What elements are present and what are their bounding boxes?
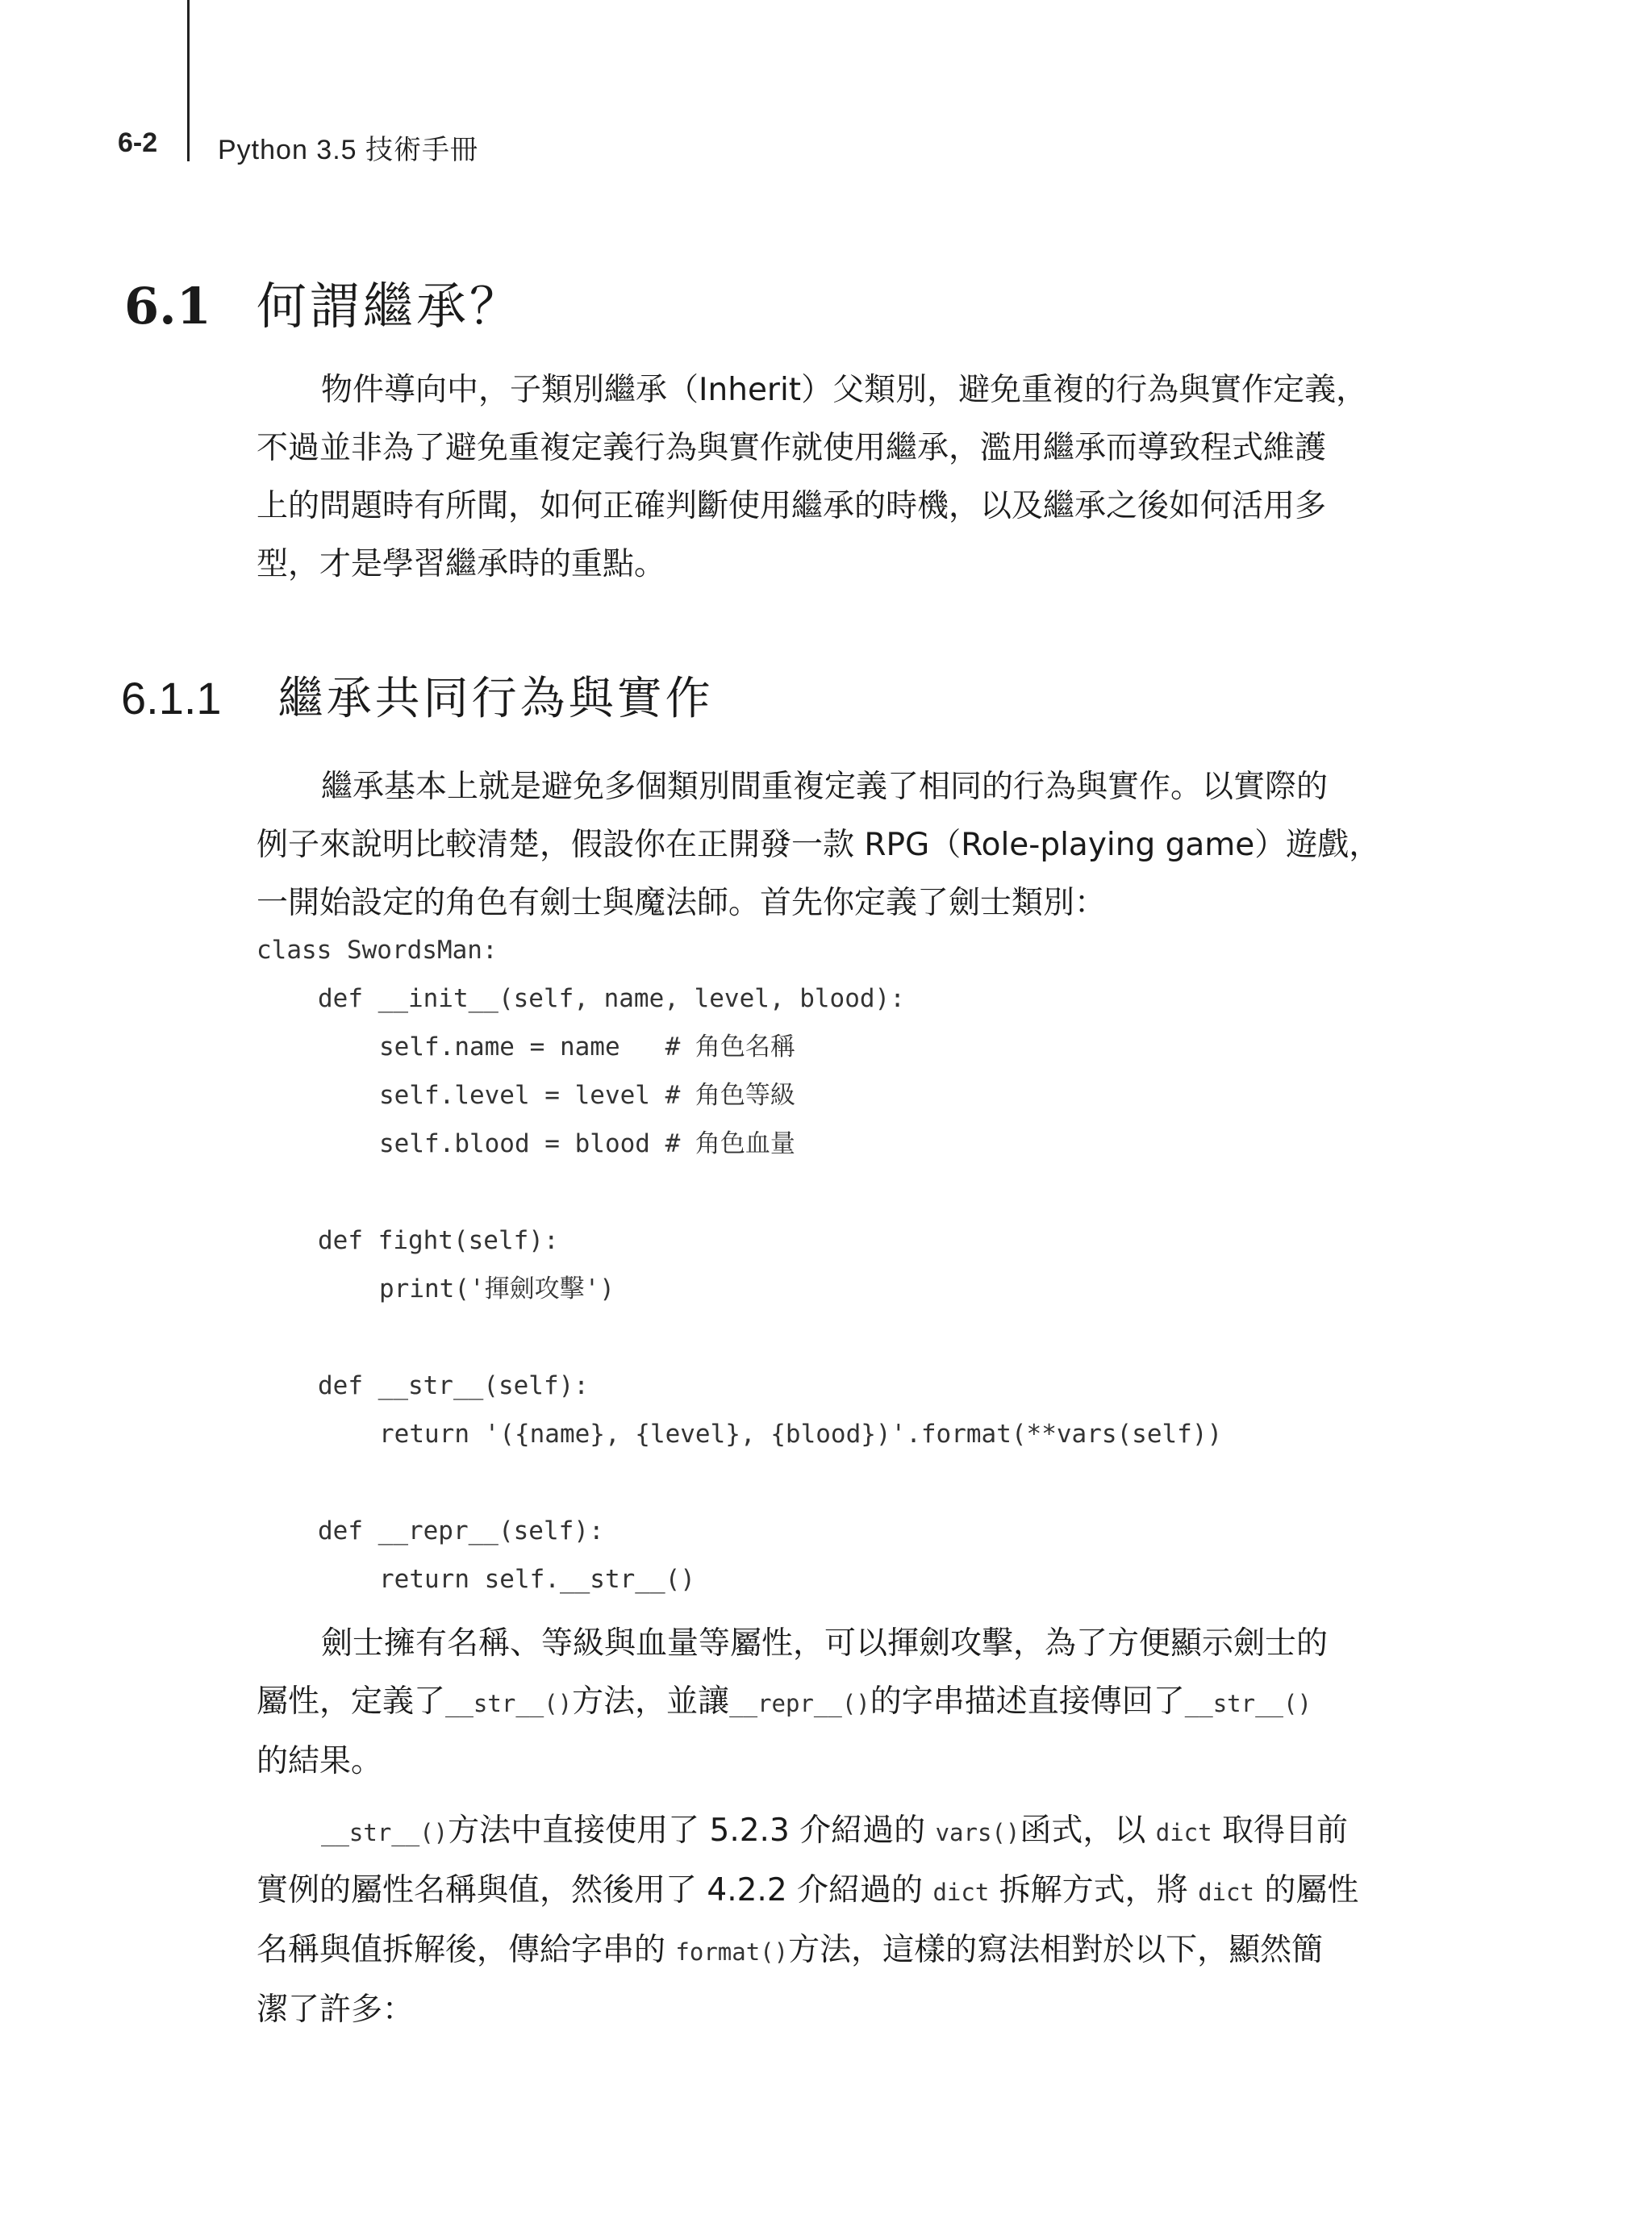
paragraph-line xyxy=(257,1921,1487,1981)
inline-code: __str__() xyxy=(321,1819,448,1846)
inline-code: vars() xyxy=(935,1819,1020,1846)
inline-code: dict xyxy=(1198,1879,1254,1906)
inline-code: __str__() xyxy=(445,1690,573,1717)
text-run: 拆解方式，將 xyxy=(989,1872,1199,1908)
paragraph-line: 上的問題時有所聞，如何正確判斷使用繼承的時機，以及繼承之後如何活用多 xyxy=(257,488,1327,524)
header-divider xyxy=(187,0,190,161)
text-run: 方法，這樣的寫法相對於以下，顯然簡 xyxy=(788,1932,1324,1968)
inline-code: format() xyxy=(675,1938,789,1966)
text-run: 函式，以 xyxy=(1020,1812,1156,1849)
paragraph-line xyxy=(257,1673,1487,1733)
paragraph-line: 不過並非為了避免重複定義行為與實作就使用繼承，濫用繼承而導致程式維護 xyxy=(257,430,1327,466)
paragraph-line: 型，才是學習繼承時的重點。 xyxy=(257,546,666,582)
code-line: self.name = name # 角色名稱 xyxy=(379,1032,795,1062)
code-line: def fight(self): xyxy=(318,1226,559,1255)
paragraph-line: 一開始設定的角色有劍士與魔法師。首先你定義了劍士類別： xyxy=(257,885,1107,921)
text-run: 的字串描述直接傳回了 xyxy=(870,1683,1185,1720)
page-number: 6-2 xyxy=(118,127,158,158)
section-title: 何謂繼承？ xyxy=(256,277,523,336)
code-blank-line xyxy=(257,1168,1222,1216)
book-title: Python 3.5 技術手冊 xyxy=(218,135,479,165)
code-blank-line xyxy=(257,1313,1222,1362)
inline-code: __repr__() xyxy=(729,1690,870,1717)
swordsman-description-paragraph xyxy=(257,1615,1487,1791)
inline-code: dict xyxy=(1155,1819,1212,1846)
paragraph-line: 物件導向中，子類別繼承（Inherit）父類別，避免重複的行為與實作定義， xyxy=(321,372,1368,408)
paragraph-line: 劍士擁有名稱、等級與血量等屬性，可以揮劍攻擊，為了方便顯示劍士的 xyxy=(321,1625,1329,1662)
paragraph-line xyxy=(257,1862,1487,1921)
text-run: 取得目前 xyxy=(1212,1812,1348,1849)
text-run: 實例的屬性名稱與值，然後用了 4.2.2 介紹過的 xyxy=(257,1872,933,1908)
paragraph-line: 例子來說明比較清楚，假設你在正開發一款 RPG（Role-playing game）遊戲， xyxy=(257,827,1381,863)
code-listing xyxy=(257,926,1222,1604)
paragraph-line: 繼承基本上就是避免多個類別間重複定義了相同的行為與實作。以實際的 xyxy=(321,769,1329,805)
code-line: def __str__(self): xyxy=(318,1371,589,1400)
subsection-number: 6.1.1 xyxy=(121,673,222,724)
text-run: 名稱與值拆解後，傳給字串的 xyxy=(257,1932,676,1968)
paragraph-line: 潔了許多： xyxy=(257,1992,415,2028)
code-line: self.level = level # 角色等級 xyxy=(379,1081,795,1110)
code-line: def __repr__(self): xyxy=(318,1516,604,1545)
section-heading xyxy=(124,266,523,338)
paragraph-line xyxy=(257,1802,1487,1862)
text-run: 屬性，定義了 xyxy=(257,1683,446,1720)
code-line: return self.__str__() xyxy=(379,1565,695,1594)
vars-explanation-paragraph xyxy=(257,1802,1487,2039)
code-line: class SwordsMan: xyxy=(257,936,498,965)
text-run: 方法，並讓 xyxy=(572,1683,730,1720)
inline-code: __str__() xyxy=(1184,1690,1312,1717)
inheritance-paragraph xyxy=(257,758,1487,932)
subsection-heading xyxy=(121,663,714,728)
code-line: self.blood = blood # 角色血量 xyxy=(379,1129,795,1158)
text-run: 的屬性 xyxy=(1254,1872,1359,1908)
code-blank-line xyxy=(257,1458,1222,1507)
code-line: return '({name}, {level}, {blood})'.format(**vars(self)) xyxy=(379,1420,1223,1449)
intro-paragraph xyxy=(257,361,1487,594)
code-line: print('揮劍攻擊') xyxy=(379,1274,615,1304)
text-run: 方法中直接使用了 5.2.3 介紹過的 xyxy=(448,1812,936,1849)
subsection-title: 繼承共同行為與實作 xyxy=(277,673,714,725)
section-number: 6.1 xyxy=(124,277,211,336)
inline-code: dict xyxy=(932,1879,990,1906)
code-line: def __init__(self, name, level, blood): xyxy=(318,984,905,1013)
paragraph-line: 的結果。 xyxy=(257,1743,383,1779)
